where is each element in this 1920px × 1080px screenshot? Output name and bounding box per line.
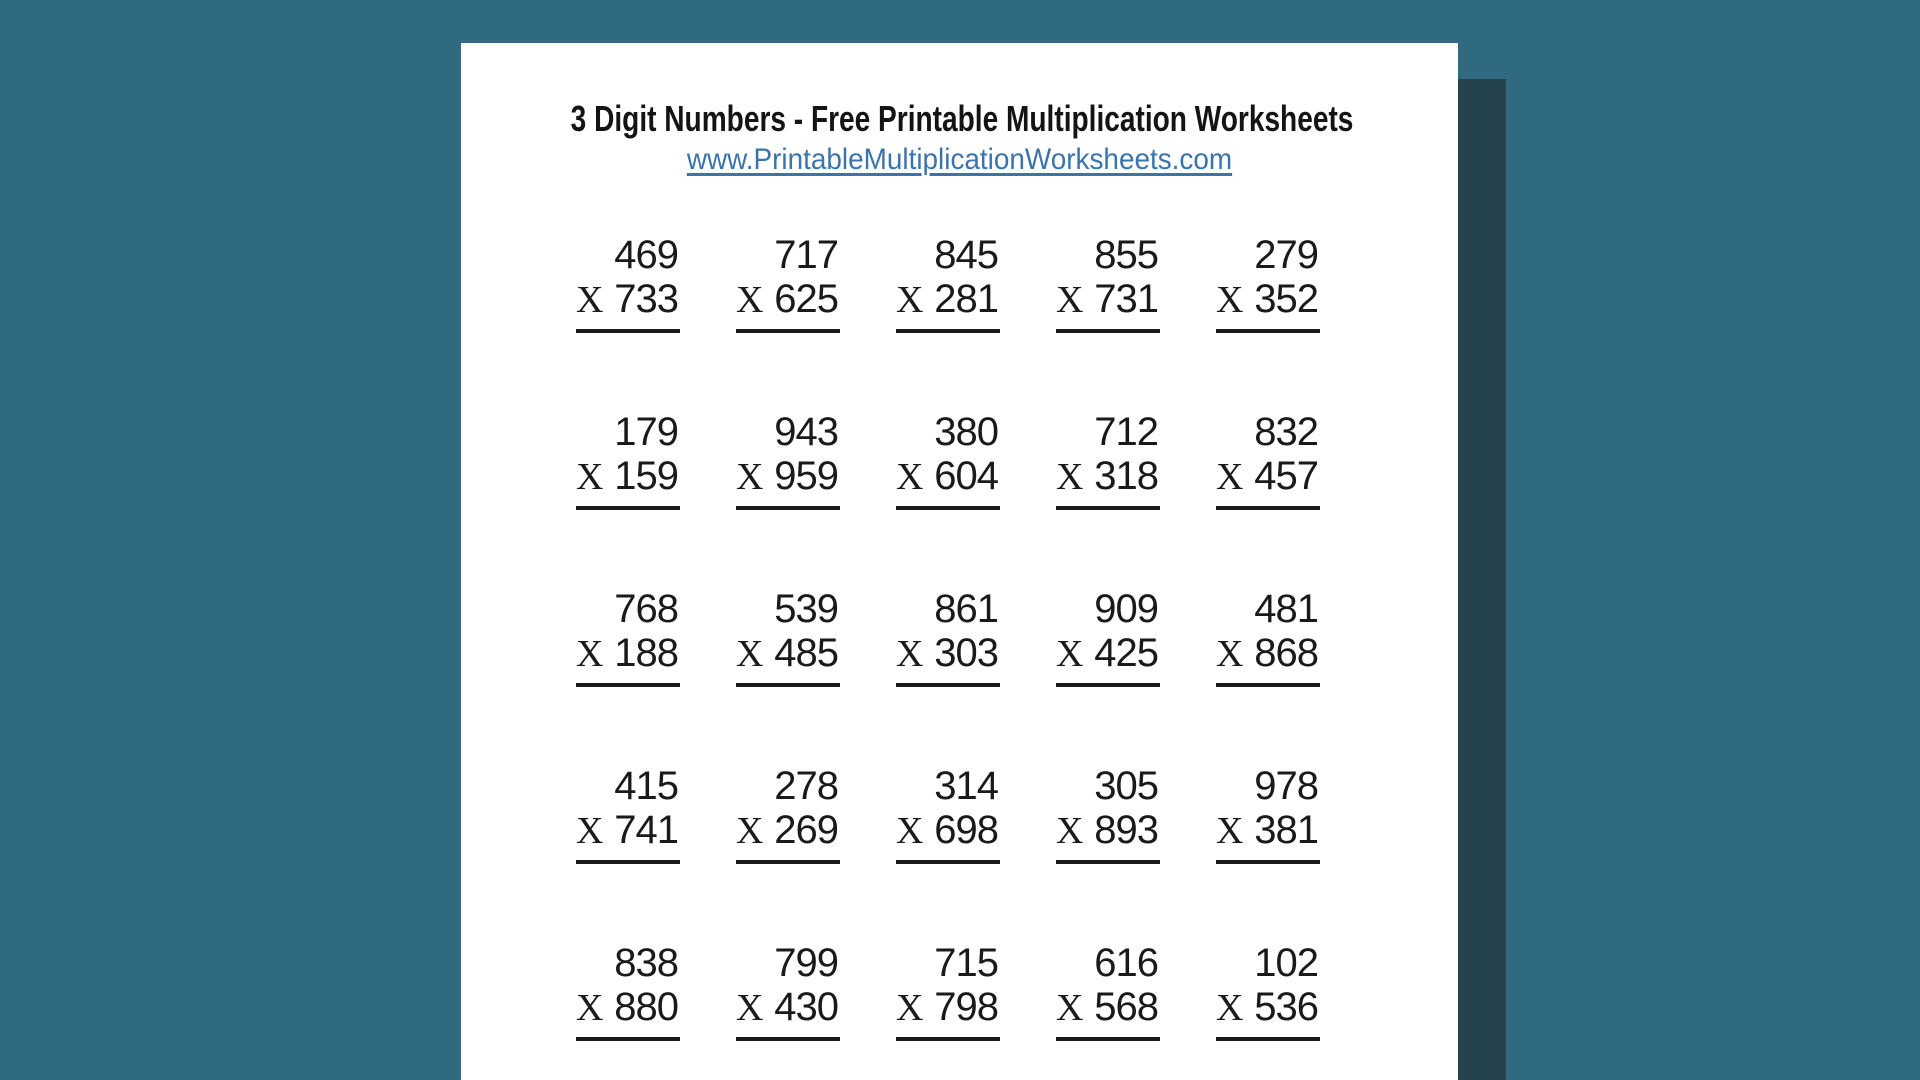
multiply-sign: X <box>896 810 924 852</box>
multiplicand: 832 <box>1254 410 1318 454</box>
multiplication-problem <box>1216 233 1320 333</box>
multiplicand: 909 <box>1094 587 1158 631</box>
multiplication-problem <box>1056 941 1160 1041</box>
multiply-sign: X <box>1216 633 1244 675</box>
multiplier: 536 <box>1254 985 1318 1029</box>
multiplicand: 845 <box>934 233 998 277</box>
answer-line <box>1056 860 1160 864</box>
multiplier: 352 <box>1254 277 1318 321</box>
multiplication-problem <box>1056 587 1160 687</box>
multiplication-problem <box>896 764 1000 864</box>
multiplicand: 943 <box>774 410 838 454</box>
multiplication-problem <box>1056 410 1160 510</box>
multiplication-problem <box>736 410 840 510</box>
multiplicand: 469 <box>614 233 678 277</box>
multiplier: 731 <box>1094 277 1158 321</box>
multiplication-problem <box>896 941 1000 1041</box>
multiplication-problem <box>896 410 1000 510</box>
multiplication-problem <box>576 233 680 333</box>
multiplier: 318 <box>1094 454 1158 498</box>
multiply-sign: X <box>896 456 924 498</box>
answer-line <box>896 506 1000 510</box>
multiply-sign: X <box>896 987 924 1029</box>
answer-line <box>1216 506 1320 510</box>
multiplication-problem <box>1056 764 1160 864</box>
multiplier: 733 <box>614 277 678 321</box>
answer-line <box>576 860 680 864</box>
multiplicand: 415 <box>614 764 678 808</box>
website-link[interactable]: www.PrintableMultiplicationWorksheets.com <box>686 143 1233 176</box>
multiply-sign: X <box>896 633 924 675</box>
multiplier: 425 <box>1094 631 1158 675</box>
worksheet-page <box>461 43 1458 1080</box>
multiplication-problem <box>576 941 680 1041</box>
multiply-sign: X <box>1216 456 1244 498</box>
multiplier: 798 <box>934 985 998 1029</box>
multiply-sign: X <box>576 456 604 498</box>
multiplier: 457 <box>1254 454 1318 498</box>
multiplier: 625 <box>774 277 838 321</box>
multiplicand: 838 <box>614 941 678 985</box>
multiplicand: 799 <box>774 941 838 985</box>
multiply-sign: X <box>1216 987 1244 1029</box>
multiplier: 741 <box>614 808 678 852</box>
multiplication-problem <box>1216 941 1320 1041</box>
multiplier: 959 <box>774 454 838 498</box>
multiplicand: 481 <box>1254 587 1318 631</box>
multiplicand: 179 <box>614 410 678 454</box>
multiplicand: 855 <box>1094 233 1158 277</box>
answer-line <box>736 860 840 864</box>
multiply-sign: X <box>576 810 604 852</box>
worksheet-link-row <box>496 139 1423 186</box>
multiplier: 868 <box>1254 631 1318 675</box>
answer-line <box>736 506 840 510</box>
multiply-sign: X <box>1216 810 1244 852</box>
multiplier: 893 <box>1094 808 1158 852</box>
multiplicand: 279 <box>1254 233 1318 277</box>
multiplier: 430 <box>774 985 838 1029</box>
multiplicand: 861 <box>934 587 998 631</box>
multiplicand: 768 <box>614 587 678 631</box>
multiplier: 698 <box>934 808 998 852</box>
multiplier: 568 <box>1094 985 1158 1029</box>
answer-line <box>896 683 1000 687</box>
multiplication-problem <box>736 587 840 687</box>
answer-line <box>736 1037 840 1041</box>
multiply-sign: X <box>1216 279 1244 321</box>
multiplicand: 305 <box>1094 764 1158 808</box>
multiplicand: 717 <box>774 233 838 277</box>
multiplication-problem <box>576 410 680 510</box>
answer-line <box>1216 683 1320 687</box>
multiply-sign: X <box>1056 279 1084 321</box>
answer-line <box>1056 506 1160 510</box>
multiplicand: 616 <box>1094 941 1158 985</box>
multiplication-problem <box>1056 233 1160 333</box>
multiplication-problem <box>896 233 1000 333</box>
multiplier: 281 <box>934 277 998 321</box>
multiply-sign: X <box>736 279 764 321</box>
multiplication-problem <box>576 587 680 687</box>
multiplier: 880 <box>614 985 678 1029</box>
multiplicand: 715 <box>934 941 998 985</box>
answer-line <box>1216 329 1320 333</box>
multiplicand: 314 <box>934 764 998 808</box>
multiplication-problem <box>576 764 680 864</box>
multiply-sign: X <box>736 987 764 1029</box>
multiply-sign: X <box>896 279 924 321</box>
multiplier: 381 <box>1254 808 1318 852</box>
multiply-sign: X <box>736 633 764 675</box>
multiply-sign: X <box>736 456 764 498</box>
multiplication-problem <box>736 941 840 1041</box>
multiply-sign: X <box>576 987 604 1029</box>
multiplication-problem <box>1216 587 1320 687</box>
multiplication-problem <box>1216 410 1320 510</box>
multiplicand: 380 <box>934 410 998 454</box>
answer-line <box>896 1037 1000 1041</box>
multiplier: 188 <box>614 631 678 675</box>
multiply-sign: X <box>1056 633 1084 675</box>
multiplicand: 278 <box>774 764 838 808</box>
problem-grid <box>576 233 1320 1041</box>
multiplicand: 539 <box>774 587 838 631</box>
answer-line <box>1056 329 1160 333</box>
multiplier: 485 <box>774 631 838 675</box>
answer-line <box>576 506 680 510</box>
multiplication-problem <box>736 233 840 333</box>
answer-line <box>576 683 680 687</box>
answer-line <box>736 683 840 687</box>
multiplication-problem <box>736 764 840 864</box>
multiplier: 269 <box>774 808 838 852</box>
answer-line <box>896 329 1000 333</box>
multiply-sign: X <box>1056 987 1084 1029</box>
multiplier: 604 <box>934 454 998 498</box>
multiplication-problem <box>896 587 1000 687</box>
multiplier: 303 <box>934 631 998 675</box>
worksheet-title: 3 Digit Numbers - Free Printable Multiplication Worksheets <box>570 98 1354 139</box>
multiply-sign: X <box>576 279 604 321</box>
multiply-sign: X <box>1056 810 1084 852</box>
multiply-sign: X <box>1056 456 1084 498</box>
multiplier: 159 <box>614 454 678 498</box>
multiplicand: 978 <box>1254 764 1318 808</box>
multiplication-problem <box>1216 764 1320 864</box>
answer-line <box>1216 1037 1320 1041</box>
answer-line <box>1216 860 1320 864</box>
multiply-sign: X <box>576 633 604 675</box>
multiplicand: 712 <box>1094 410 1158 454</box>
answer-line <box>576 1037 680 1041</box>
answer-line <box>1056 683 1160 687</box>
answer-line <box>576 329 680 333</box>
answer-line <box>896 860 1000 864</box>
answer-line <box>736 329 840 333</box>
multiply-sign: X <box>736 810 764 852</box>
multiplicand: 102 <box>1254 941 1318 985</box>
answer-line <box>1056 1037 1160 1041</box>
